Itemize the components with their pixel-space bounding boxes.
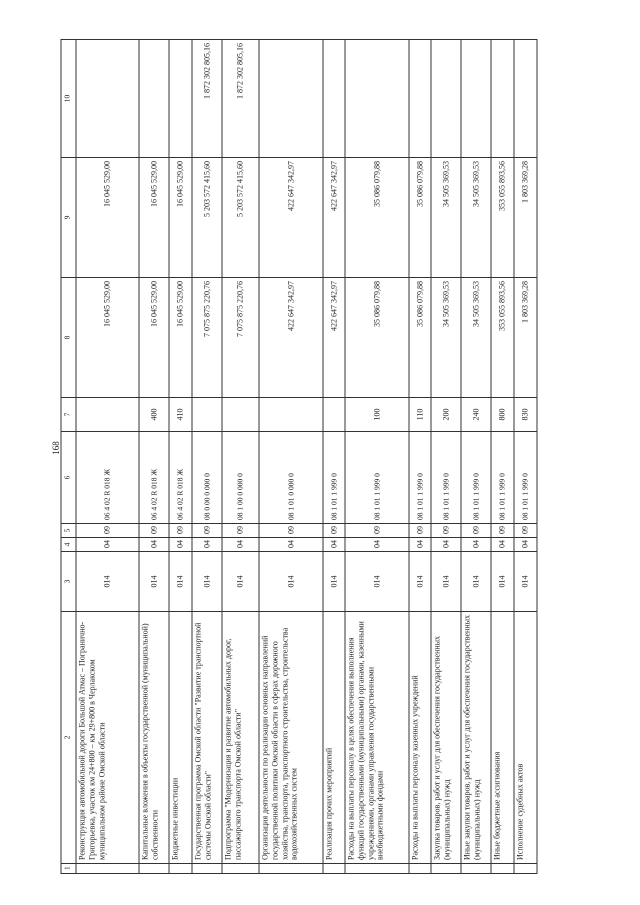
row-sum-own: 35 086 079,88 [409,158,431,278]
row-gr: 014 [259,552,323,612]
row-sum-federal [409,40,431,158]
col-header: 10 [61,40,76,158]
row-marker-cell [323,864,345,874]
row-rz: 04 [461,538,491,552]
row-marker-cell [409,864,431,874]
row-name: Исполнение судебных актов [514,612,537,864]
row-rz: 04 [491,538,514,552]
row-sum-own: 34 505 369,53 [431,158,461,278]
row-csr: 08 1 01 1 999 0 [345,432,409,524]
row-csr: 06 4 02 R 018 Ж [76,432,139,524]
row-sum-federal [323,40,345,158]
row-csr: 08 1 01 1 999 0 [323,432,345,524]
row-sum-federal: 1 872 302 805,16 [192,40,222,158]
table-row [139,40,169,874]
row-rz: 04 [192,538,222,552]
row-rz: 04 [409,538,431,552]
budget-table [61,39,538,874]
row-marker-cell [461,864,491,874]
row-vr [192,398,222,432]
row-sum-total: 34 505 369,53 [431,278,461,398]
row-sum-total: 1 803 369,28 [514,278,537,398]
row-vr: 240 [461,398,491,432]
col-header: 9 [61,158,76,278]
col-header: 6 [61,432,76,524]
row-sum-own: 16 045 529,00 [76,158,139,278]
row-marker-cell [222,864,259,874]
row-vr [76,398,139,432]
row-csr: 08 0 00 0 000 0 [192,432,222,524]
row-sum-total: 16 045 529,00 [76,278,139,398]
row-sum-own: 34 505 369,53 [461,158,491,278]
row-pr: 09 [345,524,409,538]
row-vr: 830 [514,398,537,432]
row-name: Организация деятельности по реализации основных направлений государственной политики Омской области в сферах дорожного хозяйства, транспорта, транспортного строительства, строительства водохозяйственных систем [259,612,323,864]
row-sum-federal [491,40,514,158]
row-name: Капитальные вложения в объекты государственной (муниципальной) собственности [139,612,169,864]
table-row [192,40,222,874]
row-gr: 014 [192,552,222,612]
col-header: 3 [61,552,76,612]
row-rz: 04 [222,538,259,552]
row-pr: 09 [76,524,139,538]
table-row [323,40,345,874]
col-header: 5 [61,524,76,538]
row-csr: 08 1 01 1 999 0 [491,432,514,524]
row-sum-total: 16 045 529,00 [169,278,192,398]
row-sum-own: 422 647 342,97 [323,158,345,278]
row-pr: 09 [491,524,514,538]
row-sum-total: 35 086 079,88 [409,278,431,398]
row-pr: 09 [461,524,491,538]
row-sum-total: 422 647 342,97 [259,278,323,398]
row-csr: 08 1 01 1 999 0 [514,432,537,524]
row-sum-total: 7 075 875 220,76 [192,278,222,398]
row-sum-own: 422 647 342,97 [259,158,323,278]
row-sum-own: 1 803 369,28 [514,158,537,278]
row-sum-total: 35 086 079,88 [345,278,409,398]
row-rz: 04 [323,538,345,552]
row-gr: 014 [76,552,139,612]
row-gr: 014 [139,552,169,612]
table-row [409,40,431,874]
row-csr: 08 1 01 0 000 0 [259,432,323,524]
row-vr: 800 [491,398,514,432]
row-vr [259,398,323,432]
row-pr: 09 [192,524,222,538]
row-sum-total: 34 505 369,53 [461,278,491,398]
table-row [76,40,139,874]
row-rz: 04 [514,538,537,552]
row-rz: 04 [76,538,139,552]
row-vr: 400 [139,398,169,432]
row-sum-federal [169,40,192,158]
row-name: Подпрограмма "Модернизация и развитие автомобильных дорог, пассажирского транспорта Омской области" [222,612,259,864]
row-gr: 014 [514,552,537,612]
row-name: Реконструкция автомобильной дороги Большой Атмас – Погранично-Григорьевка, участок км 24+800 – км 29+800 в Черлакском муниципальном районе Омской области [76,612,139,864]
row-rz: 04 [139,538,169,552]
row-sum-own: 353 055 893,56 [491,158,514,278]
row-csr: 08 1 00 0 000 0 [222,432,259,524]
row-pr: 09 [514,524,537,538]
row-pr: 09 [409,524,431,538]
col-header: 7 [61,398,76,432]
row-marker-cell [76,864,139,874]
row-rz: 04 [345,538,409,552]
row-name: Расходы на выплаты персоналу казенных учреждений [409,612,431,864]
row-sum-federal [76,40,139,158]
col-header: 2 [61,612,76,864]
row-pr: 09 [169,524,192,538]
row-marker-cell [139,864,169,874]
row-name: Государственная программа Омской области "Развитие транспортной системы Омской области" [192,612,222,864]
header-row [61,40,76,874]
row-rz: 04 [259,538,323,552]
row-sum-federal [514,40,537,158]
row-gr: 014 [222,552,259,612]
row-sum-total: 422 647 342,97 [323,278,345,398]
row-name: Закупка товаров, работ и услуг для обеспечения государственных (муниципальных) нужд [431,612,461,864]
row-csr: 08 1 01 1 999 0 [409,432,431,524]
row-pr: 09 [431,524,461,538]
rotated-page [61,40,580,874]
table-row [491,40,514,874]
table-row [431,40,461,874]
row-rz: 04 [169,538,192,552]
row-csr: 06 4 02 R 018 Ж [169,432,192,524]
row-name: Реализация прочих мероприятий [323,612,345,864]
row-sum-federal [259,40,323,158]
row-name: Иные бюджетные ассигнования [491,612,514,864]
row-pr: 09 [323,524,345,538]
row-pr: 09 [139,524,169,538]
row-sum-total: 7 075 875 220,76 [222,278,259,398]
row-sum-own: 5 203 572 415,60 [192,158,222,278]
row-vr: 200 [431,398,461,432]
row-name: Расходы на выплаты персоналу в целях обеспечения выполнения функций государственными (муниципальными) органами, казенными учреждениями, органами управления государственными внебюджетными фондами [345,612,409,864]
row-gr: 014 [409,552,431,612]
row-sum-federal [431,40,461,158]
page-number: 168 [51,441,61,455]
row-gr: 014 [461,552,491,612]
row-gr: 014 [323,552,345,612]
table-row [259,40,323,874]
col-header: 8 [61,278,76,398]
row-sum-federal [345,40,409,158]
row-marker-cell [169,864,192,874]
row-sum-own: 16 045 529,00 [169,158,192,278]
row-sum-federal: 1 872 302 805,16 [222,40,259,158]
row-csr: 08 1 01 1 999 0 [431,432,461,524]
row-marker-cell [192,864,222,874]
row-gr: 014 [345,552,409,612]
col-header: 1 [61,864,76,874]
row-vr: 100 [345,398,409,432]
row-sum-own: 5 203 572 415,60 [222,158,259,278]
row-sum-total: 353 055 893,56 [491,278,514,398]
table-row [345,40,409,874]
table-row [169,40,192,874]
row-vr: 110 [409,398,431,432]
row-csr: 06 4 02 R 018 Ж [139,432,169,524]
row-pr: 09 [259,524,323,538]
row-sum-federal [461,40,491,158]
row-sum-own: 35 086 079,88 [345,158,409,278]
row-vr: 410 [169,398,192,432]
table-row [222,40,259,874]
row-gr: 014 [431,552,461,612]
row-name: Бюджетные инвестиции [169,612,192,864]
row-sum-total: 16 045 529,00 [139,278,169,398]
row-marker-cell [491,864,514,874]
row-vr [323,398,345,432]
row-marker-cell [345,864,409,874]
row-gr: 014 [169,552,192,612]
row-csr: 08 1 01 1 999 0 [461,432,491,524]
row-pr: 09 [222,524,259,538]
row-marker-cell [431,864,461,874]
row-vr [222,398,259,432]
row-name: Иные закупки товаров, работ и услуг для обеспечения государственных (муниципальных) нужд [461,612,491,864]
row-marker-cell [259,864,323,874]
row-rz: 04 [431,538,461,552]
table-row [514,40,537,874]
row-marker-cell [514,864,537,874]
row-sum-federal [139,40,169,158]
row-gr: 014 [491,552,514,612]
table-row [461,40,491,874]
row-sum-own: 16 045 529,00 [139,158,169,278]
col-header: 4 [61,538,76,552]
